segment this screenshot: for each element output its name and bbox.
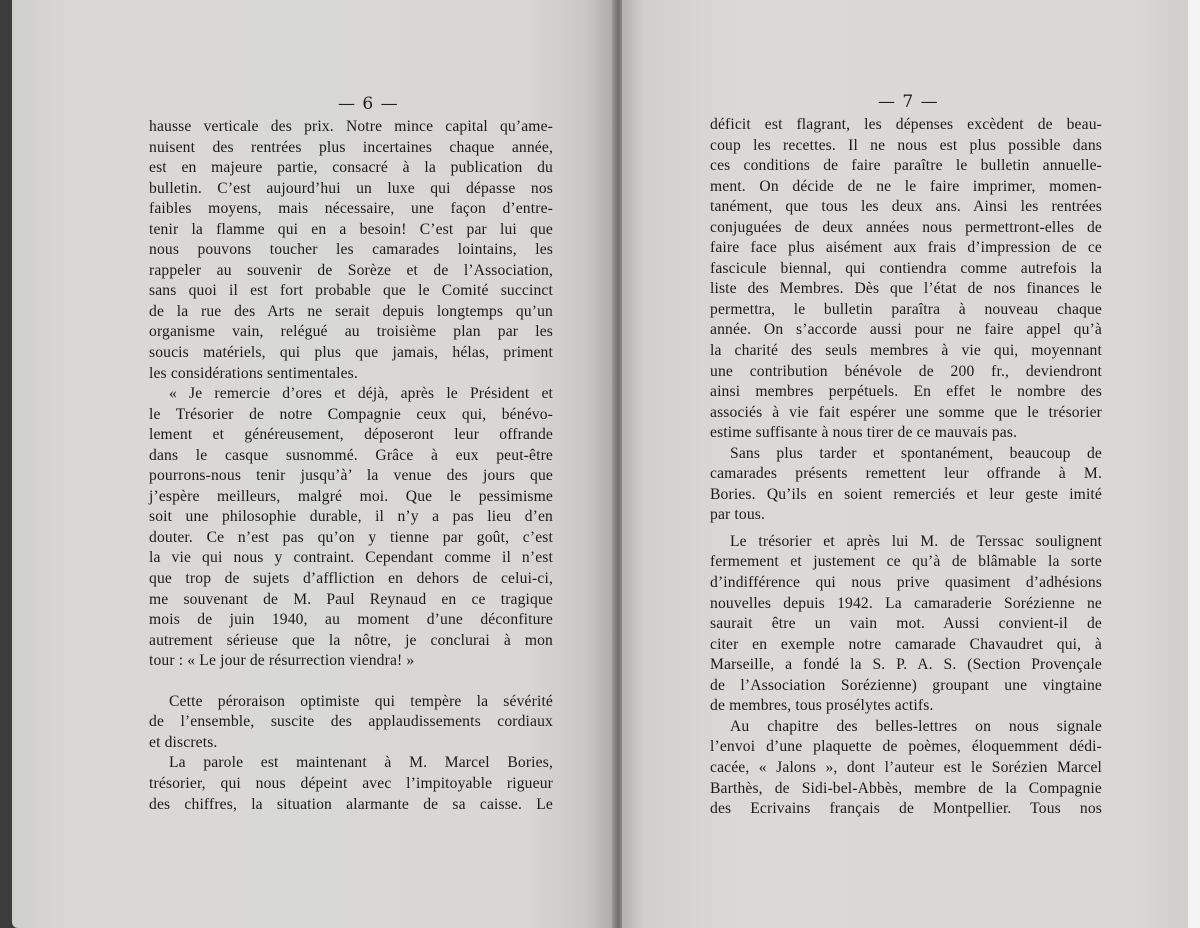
text-line: année. On s’accorde aussi pour ne faire appel qu’à [710,321,1102,339]
text-line: lement et généreusement, déposeront leur offrande [149,426,553,444]
text-line: associés à vie fait espérer une somme que le trésorier [710,403,1102,421]
text-line: cacée, « Jalons », dont l’auteur est le Sorézien Marcel [710,758,1102,776]
left-page [12,0,616,928]
right-page [622,0,1188,928]
text-line: Sans plus tarder et spontanément, beaucoup de [730,444,1102,462]
text-line: de l’Association Sorézienne) groupant une vingtaine [710,676,1102,694]
text-line: autrement sérieuse que la nôtre, je conclurai à mon [149,631,553,649]
text-line: mois de juin 1940, au moment d’une déconfiture [149,611,553,629]
text-line: citer en exemple notre camarade Chavaudret qui, à [710,635,1102,653]
text-line: Marseille, a fondé la S. P. A. S. (Section Provençale [710,656,1102,674]
text-line: tour : « Le jour de résurrection viendra! » [149,652,415,670]
text-line: la vie qui nous y contraint. Cependant comme il n’est [149,549,553,567]
text-line: Barthès, de Sidi-bel-Abbès, membre de la Compagnie [710,779,1102,797]
text-line: par tous. [710,506,766,524]
text-line: ment. On décide de ne le faire imprimer, momen- [710,177,1102,195]
text-line: le Trésorier de notre Compagnie ceux qui, bénévo- [149,405,553,423]
text-line: ainsi membres perpétuels. En effet le nombre des [710,383,1102,401]
text-line: faire face plus aisément aux frais d’impression de ce [710,239,1102,257]
text-line: ces conditions de faire paraître le bulletin annuelle- [710,157,1102,175]
text-line: est en majeure partie, consacré à la publication du [149,159,553,177]
text-line: liste des Membres. Dès que l’état de nos finances le [710,280,1102,298]
text-line: les considérations sentimentales. [149,364,358,382]
text-line: fascicule biennal, qui contiendra comme autrefois la [710,259,1102,277]
text-line: fermement et justement ce qu’à de blâmable la sorte [710,553,1102,571]
text-line: organisme vain, relégué au troisième plan par les [149,323,553,341]
left-page-text [149,117,553,815]
text-line: rappeler au souvenir de Sorèze et de l’Association, [149,261,553,279]
text-line: camarades présents remettent leur offrande à M. [710,465,1102,483]
text-line: estime suffisante à nous tirer de ce mauvais pas. [710,424,1018,442]
text-line: conjuguées de deux années nous permettront-elles de [710,218,1102,236]
text-line: de l’ensemble, suscite des applaudissements cordiaux [149,713,553,731]
text-line: nous pouvons toucher les camarades lointains, les [149,241,553,259]
text-line: faibles moyens, mais nécessaire, une façon d’entre- [149,200,553,218]
text-line: Au chapitre des belles-lettres on nous signale [730,717,1102,735]
text-line: La parole est maintenant à M. Marcel Bories, [169,754,553,772]
text-line: de la rue des Arts ne serait depuis longtemps qu’un [149,302,553,320]
text-line: trésorier, qui nous dépeint avec l’impitoyable rigueur [149,774,553,792]
text-line: tenir la flamme qui en a besoin! C’est par lui que [149,220,553,238]
paragraph-gap [149,672,553,692]
text-line: nouvelles depuis 1942. La camaraderie Sorézienne ne [710,594,1102,612]
text-line: sans quoi il est fort probable que le Comité succinct [149,282,553,300]
text-line: douter. Ce n’est pas qu’on y tienne par goût, c’est [149,528,553,546]
text-line: pourrons-nous tenir jusqu’à’ la venue des jours que [149,467,553,485]
text-line: de membres, tous prosélytes actifs. [710,697,934,715]
page-number-6: — 6 — [338,94,399,114]
text-line: des chiffres, la situation alarmante de sa caisse. Le [149,795,553,813]
text-line: saurait être un vain mot. Aussi convient-il de [710,615,1102,633]
page-number-7: — 7 — [878,92,939,112]
text-line: nuisent des rentrées plus incertaines chaque année, [149,138,553,156]
text-line: et discrets. [149,733,218,751]
text-line: bulletin. C’est aujourd’hui un luxe qui dépasse nos [149,179,553,197]
text-line: l’envoi d’une plaquette de poèmes, éloquemment dédi- [710,738,1102,756]
text-line: permettra, le bulletin paraîtra à nouveau chaque [710,300,1102,318]
text-line: Bories. Qu’ils en soient remerciés et leur geste imité [710,485,1102,503]
text-line: hausse verticale des prix. Notre mince capital qu’ame- [149,118,553,135]
scan-background [1188,0,1200,928]
text-line: Le trésorier et après lui M. de Terssac soulignent [730,532,1102,550]
text-line: j’espère meilleurs, malgré moi. Que le pessimisme [149,487,553,505]
text-line: une contribution bénévole de 200 fr., deviendront [710,362,1102,380]
text-line: coup les recettes. Il ne nous est plus possible dans [710,136,1102,154]
text-line: déficit est flagrant, les dépenses excèdent de beau- [710,116,1102,133]
text-line: que trop de sujets d’affliction en dehors de celui-ci, [149,570,553,588]
text-line: « Je remercie d’ores et déjà, après le Président et [169,385,553,403]
right-page-text [710,115,1102,820]
text-line: des Ecrivains français de Montpellier. Tous nos [710,800,1102,818]
text-line: la charité des seuls membres à vie qui, moyennant [710,342,1102,360]
text-line: tanément, que tous les deux ans. Ainsi les rentrées [710,198,1102,216]
text-line: Cette péroraison optimiste qui tempère la sévérité [169,692,553,710]
text-line: d’indifférence qui nous prive quasiment d’adhésions [710,574,1102,592]
text-line: me souvenant de M. Paul Reynaud en ce tragique [149,590,553,608]
text-line: dans le casque susnommé. Grâce à eux peut-être [149,446,553,464]
text-line: soit une philosophie durable, il n’y a pas lieu d’en [149,508,553,526]
text-line: soucis matériels, qui plus que jamais, hélas, priment [149,344,553,362]
